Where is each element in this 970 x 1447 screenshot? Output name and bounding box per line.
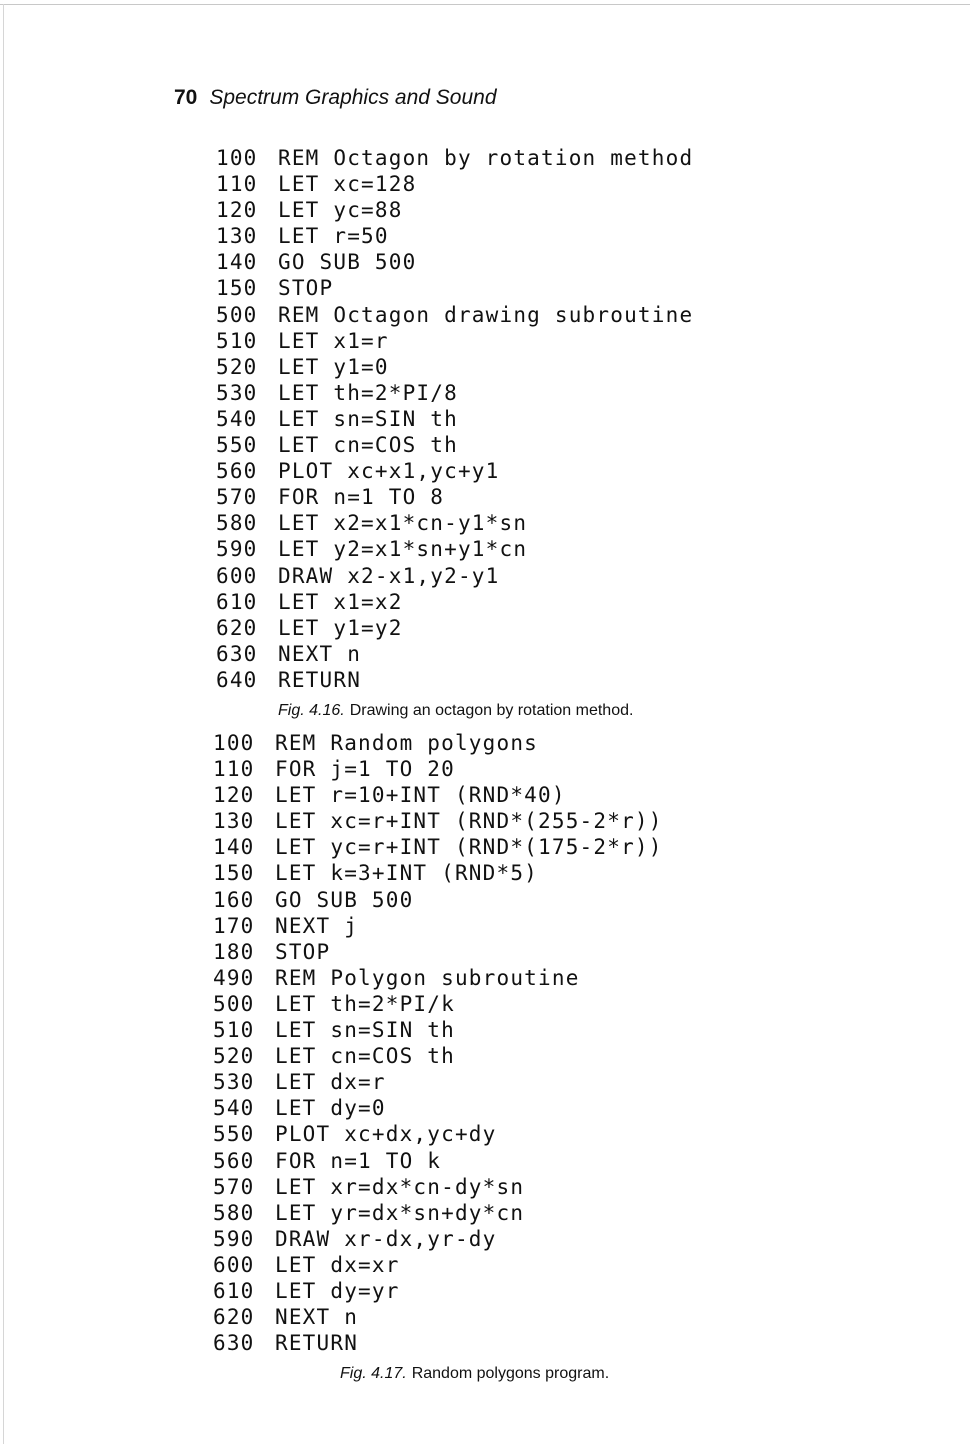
code-line [216,197,693,223]
line-number: 180 [213,939,255,964]
line-number: 580 [213,1200,255,1225]
line-number: 630 [216,641,258,666]
basic-statement: LET x2=x1*cn-y1*sn [278,511,528,536]
basic-statement: LET cn=COS th [278,433,458,458]
basic-statement: RETURN [278,667,362,692]
code-line [216,171,693,197]
code-line [216,432,693,458]
basic-statement: LET yc=r+INT (RND*(175-2*r)) [275,835,663,860]
code-line [213,991,663,1017]
code-line [213,887,663,913]
code-line [213,1043,663,1069]
line-number: 570 [216,485,258,510]
code-line [216,145,693,171]
basic-statement: DRAW x2-x1,y2-y1 [278,563,500,588]
code-line [216,667,693,693]
code-line [213,860,663,886]
basic-statement: LET dy=0 [275,1096,386,1121]
line-number: 500 [213,991,255,1016]
code-line [213,1017,663,1043]
basic-statement: LET sn=SIN th [278,406,458,431]
basic-statement: NEXT n [278,641,362,666]
basic-statement: LET xr=dx*cn-dy*sn [275,1174,525,1199]
line-number: 130 [216,224,258,249]
line-number: 100 [213,731,255,755]
line-number: 140 [213,835,255,860]
code-line [216,510,693,536]
line-number: 540 [213,1096,255,1121]
line-number: 140 [216,250,258,275]
basic-statement: LET k=3+INT (RND*5) [275,861,539,886]
code-line [213,1174,663,1200]
basic-statement: LET x1=r [278,328,389,353]
code-line [216,536,693,562]
basic-statement: REM Random polygons [275,731,539,755]
code-line [216,275,693,301]
code-line [216,302,693,328]
basic-statement: LET dy=yr [275,1278,400,1303]
basic-statement: GO SUB 500 [275,887,414,912]
basic-statement: FOR n=1 TO 8 [278,485,445,510]
code-line [216,354,693,380]
code-line [216,484,693,510]
code-line [216,406,693,432]
basic-statement: LET yr=dx*sn+dy*cn [275,1200,525,1225]
basic-statement: DRAW xr-dx,yr-dy [275,1226,497,1251]
basic-statement: FOR j=1 TO 20 [275,757,455,782]
basic-statement: LET y2=x1*sn+y1*cn [278,537,528,562]
line-number: 110 [216,172,258,197]
line-number: 560 [216,459,258,484]
basic-statement: REM Octagon drawing subroutine [278,302,694,327]
line-number: 510 [213,1018,255,1043]
line-number: 540 [216,406,258,431]
line-number: 550 [213,1122,255,1147]
figure-label: Fig. 4.17. [340,1365,407,1382]
basic-statement: LET dx=r [275,1070,386,1095]
basic-statement: LET r=50 [278,224,389,249]
code-line [213,1121,663,1147]
line-number: 550 [216,433,258,458]
basic-statement: NEXT n [275,1305,359,1330]
code-line [216,458,693,484]
line-number: 520 [213,1044,255,1069]
book-title: Spectrum Graphics and Sound [209,86,497,109]
line-number: 160 [213,887,255,912]
scan-left-edge [3,4,4,1444]
basic-statement: LET xc=128 [278,172,417,197]
line-number: 110 [213,757,255,782]
code-line [216,589,693,615]
line-number: 170 [213,913,255,938]
basic-statement: REM Polygon subroutine [275,965,580,990]
line-number: 520 [216,354,258,379]
line-number: 630 [213,1331,255,1356]
figure-caption-4-16 [278,701,633,721]
code-line [216,641,693,667]
line-number: 530 [216,380,258,405]
line-number: 150 [216,276,258,301]
figure-caption-4-17 [340,1364,609,1384]
code-line [213,1200,663,1226]
basic-statement: LET cn=COS th [275,1044,455,1069]
line-number: 590 [216,537,258,562]
figure-caption-text: Random polygons program. [411,1365,610,1382]
figure-caption-text: Drawing an octagon by rotation method. [349,702,634,719]
code-line [213,1095,663,1121]
line-number: 610 [213,1278,255,1303]
line-number: 510 [216,328,258,353]
code-line [213,1252,663,1278]
running-head [174,84,497,112]
code-line [213,782,663,808]
code-line [216,380,693,406]
basic-statement: GO SUB 500 [278,250,417,275]
line-number: 600 [216,563,258,588]
line-number: 130 [213,809,255,834]
line-number: 640 [216,667,258,692]
code-line [213,1148,663,1174]
line-number: 120 [213,783,255,808]
line-number: 570 [213,1174,255,1199]
code-line [213,939,663,965]
basic-statement: STOP [275,939,331,964]
line-number: 120 [216,198,258,223]
code-line [213,1330,663,1356]
random-polygons-program-listing [213,730,663,1356]
line-number: 560 [213,1148,255,1173]
code-line [216,249,693,275]
basic-statement: LET dx=xr [275,1252,400,1277]
line-number: 610 [216,589,258,614]
code-line [213,808,663,834]
figure-label: Fig. 4.16. [278,702,345,719]
code-line [213,1304,663,1330]
line-number: 530 [213,1070,255,1095]
line-number: 580 [216,511,258,536]
code-line [213,965,663,991]
page-number: 70 [174,86,198,109]
line-number: 590 [213,1226,255,1251]
line-number: 100 [216,146,258,170]
basic-statement: LET y1=0 [278,354,389,379]
line-number: 490 [213,965,255,990]
scan-top-edge [0,4,970,5]
basic-statement: LET r=10+INT (RND*40) [275,783,566,808]
basic-statement: FOR n=1 TO k [275,1148,442,1173]
code-line [213,913,663,939]
code-line [213,1226,663,1252]
basic-statement: RETURN [275,1331,359,1356]
basic-statement: LET sn=SIN th [275,1018,455,1043]
line-number: 150 [213,861,255,886]
line-number: 620 [213,1305,255,1330]
line-number: 600 [213,1252,255,1277]
basic-statement: REM Octagon by rotation method [278,146,694,170]
basic-statement: PLOT xc+x1,yc+y1 [278,459,500,484]
code-line [216,223,693,249]
basic-statement: LET x1=x2 [278,589,403,614]
line-number: 500 [216,302,258,327]
basic-statement: LET xc=r+INT (RND*(255-2*r)) [275,809,663,834]
basic-statement: LET th=2*PI/k [275,991,455,1016]
code-line [213,834,663,860]
basic-statement: LET y1=y2 [278,615,403,640]
code-line [213,730,663,756]
code-line [216,563,693,589]
line-number: 620 [216,615,258,640]
basic-statement: NEXT j [275,913,359,938]
octagon-program-listing [216,145,693,693]
code-line [213,1069,663,1095]
code-line [213,1278,663,1304]
basic-statement: STOP [278,276,334,301]
code-line [216,615,693,641]
basic-statement: PLOT xc+dx,yc+dy [275,1122,497,1147]
code-line [216,328,693,354]
basic-statement: LET th=2*PI/8 [278,380,458,405]
code-line [213,756,663,782]
basic-statement: LET yc=88 [278,198,403,223]
